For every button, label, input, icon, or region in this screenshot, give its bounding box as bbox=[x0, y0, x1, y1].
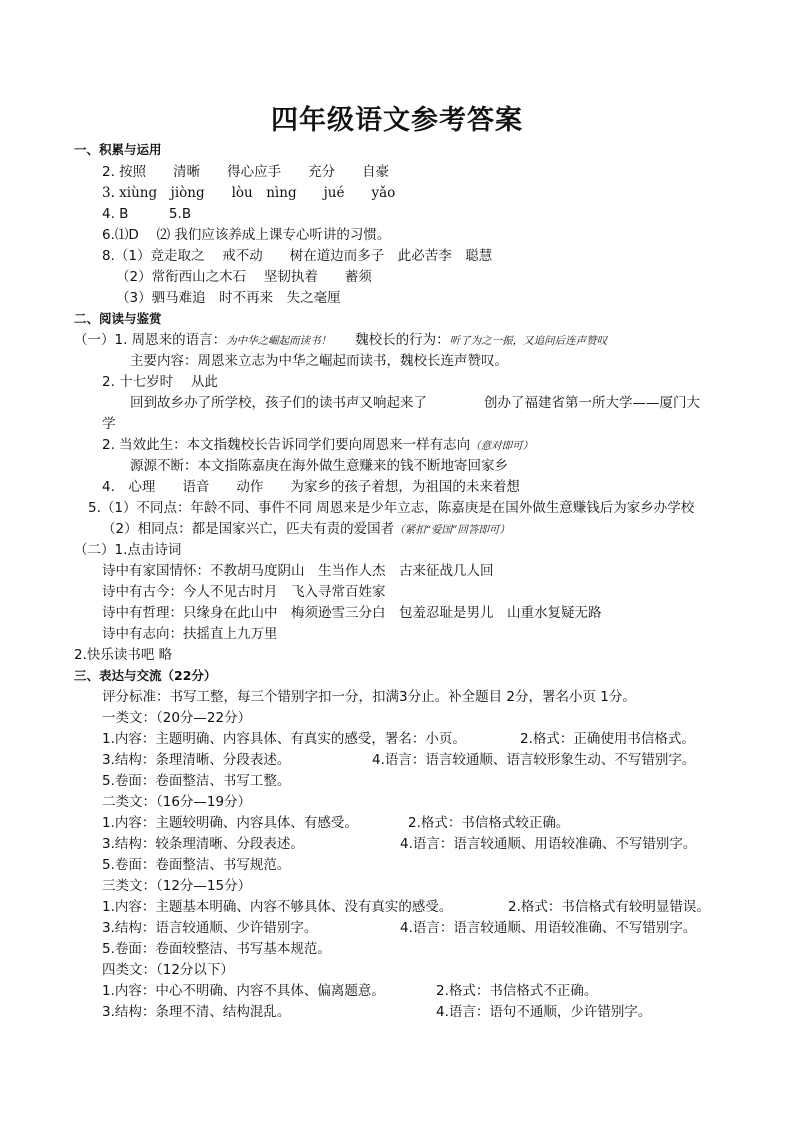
s2-1-behavior-handwritten: 听了为之一振，又追问后连声赞叹 bbox=[449, 335, 608, 347]
page-title: 四年级语文参考答案 bbox=[271, 105, 523, 136]
s2-answer-1-main: 主要内容：周恩来立志为中华之崛起而读书，魏校长连声赞叹。 bbox=[130, 353, 508, 369]
s2-3a-text: 2. 当效此生：本文指魏校长告诉同学们要向周恩来一样有志向 bbox=[102, 437, 471, 453]
s3-class-2-format: 2.格式：书信格式较正确。 bbox=[408, 815, 570, 831]
s3-class-4-structure: 3.结构：条理不清、结构混乱。 bbox=[102, 1004, 291, 1020]
s2-answer-1-language bbox=[74, 330, 607, 351]
s3-class-4-content: 1.内容：中心不明确、内容不具体、偏离题意。 bbox=[102, 983, 385, 999]
s3-class-1-format: 2.格式：正确使用书信格式。 bbox=[520, 731, 695, 747]
s2-answer-3a bbox=[102, 435, 533, 456]
s2-1-behavior-label: 魏校长的行为： bbox=[355, 332, 450, 348]
s2-answer-2a: 2. 十七岁时 从此 bbox=[102, 374, 218, 390]
s2-5-2-text: （2）相同点：都是国家兴亡，匹夫有责的爱国者 bbox=[102, 521, 395, 537]
s3-class-2-language: 4.语言：语言较通顺、用语较准确、不写错别字。 bbox=[400, 836, 697, 852]
s2-answer-3b: 源源不断：本文指陈嘉庚在海外做生意赚来的钱不断地寄回家乡 bbox=[130, 458, 508, 474]
s3-class-3-neatness: 5.卷面：卷面较整洁、书写基本规范。 bbox=[102, 941, 331, 957]
s2-answer-4: 4. 心理 语音 动作 为家乡的孩子着想，为祖国的未来着想 bbox=[102, 479, 520, 495]
s2-poem-line-4: 诗中有志向：扶摇直上九万里 bbox=[102, 626, 278, 642]
s2-poem-line-2: 诗中有古今：今人不见古时月 飞入寻常百姓家 bbox=[102, 584, 386, 600]
s2-part-2-heading: （二）1.点击诗词 bbox=[74, 542, 182, 558]
section-2-heading: 二、阅读与鉴赏 bbox=[74, 311, 162, 326]
s2-poem-line-3: 诗中有哲理：只缘身在此山中 梅须逊雪三分白 包羞忍耻是男儿 山重水复疑无路 bbox=[102, 605, 602, 621]
s3-class-2-content: 1.内容：主题较明确、内容具体、有感受。 bbox=[102, 815, 358, 831]
s3-class-3-language: 4.语言：语言较通顺、用语较准确、不写错别字。 bbox=[400, 920, 697, 936]
s2-5-2-handwritten: （紧扣“爱国”回答即可） bbox=[394, 524, 510, 536]
s3-class-1-content: 1.内容：主题明确、内容具体、有真实的感受，署名：小页。 bbox=[102, 731, 466, 747]
section-1-heading: 一、积累与运用 bbox=[74, 142, 162, 157]
s3-class-1-neatness: 5.卷面：卷面整洁、书写工整。 bbox=[102, 773, 291, 789]
s1-answer-3: 3. xiùng jiòng lòu nìng jué yǎo bbox=[102, 185, 396, 201]
s2-answer-2d: 学 bbox=[102, 416, 116, 432]
s3-class-2-structure: 3.结构：较条理清晰、分段表述。 bbox=[102, 836, 304, 852]
s2-happy-reading: 2.快乐读书吧 略 bbox=[74, 647, 173, 663]
s3-class-4-language: 4.语言：语句不通顺，少许错别字。 bbox=[436, 1004, 652, 1020]
s3-class-3-structure: 3.结构：语言较通顺、少许错别字。 bbox=[102, 920, 318, 936]
s1-answer-2: 2. 按照 清晰 得心应手 充分 自豪 bbox=[102, 164, 390, 180]
s3-class-1-heading: 一类文：（20分—22分） bbox=[102, 710, 252, 726]
s3-class-3-content: 1.内容：主题基本明确、内容不够具体、没有真实的感受。 bbox=[102, 899, 453, 915]
s3-class-4-heading: 四类文：（12分以下） bbox=[102, 962, 234, 978]
s3-class-3-format: 2.格式：书信格式有较明显错误。 bbox=[508, 899, 710, 915]
s3-class-3-heading: 三类文：（12分—15分） bbox=[102, 878, 252, 894]
s1-answer-8-2: （2）常衔西山之木石 坚韧执着 蓄须 bbox=[116, 269, 372, 285]
s3-criteria: 评分标准：书写工整，每三个错别字扣一分，扣满3分止。补全题目 2分，署名小页 1分。 bbox=[102, 689, 636, 705]
s2-1-language-label: （一）1. 周恩来的语言： bbox=[74, 332, 227, 348]
s3-class-1-structure: 3.结构：条理清晰、分段表述。 bbox=[102, 752, 291, 768]
s2-poem-line-1: 诗中有家国情怀：不教胡马度阴山 生当作人杰 古来征战几人回 bbox=[102, 563, 494, 579]
section-3-heading: 三、表达与交流（22分） bbox=[74, 668, 217, 683]
s2-answer-2b: 回到故乡办了所学校，孩子们的读书声又响起来了 bbox=[130, 395, 427, 411]
s2-3a-handwritten: （意对即可） bbox=[470, 440, 534, 452]
s2-answer-5-1: 5.（1）不同点：年龄不同、事件不同 周恩来是少年立志，陈嘉庚是在国外做生意赚钱后为家乡办学校 bbox=[88, 500, 695, 516]
s1-answer-8-1: 8.（1）竞走取之 戒不动 树在道边而多子 此必苦李 聪慧 bbox=[102, 248, 493, 264]
s1-answer-4-5: 4. B 5.B bbox=[102, 206, 192, 222]
s2-1-language-handwritten: 为中华之崛起而读书！ bbox=[226, 335, 332, 347]
s2-answer-5-2 bbox=[102, 519, 510, 540]
s3-class-4-format: 2.格式：书信格式不正确。 bbox=[436, 983, 598, 999]
s1-answer-6: 6.⑴D ⑵ 我们应该养成上课专心听讲的习惯。 bbox=[102, 227, 391, 243]
s3-class-2-heading: 二类文：（16分—19分） bbox=[102, 794, 252, 810]
s3-class-2-neatness: 5.卷面：卷面整洁、书写规范。 bbox=[102, 857, 291, 873]
s2-answer-2c: 创办了福建省第一所大学——厦门大 bbox=[484, 395, 700, 411]
s3-class-1-language: 4.语言：语言较通顺、语言较形象生动、不写错别字。 bbox=[372, 752, 696, 768]
s1-answer-8-3: （3）驷马难追 时不再来 失之毫厘 bbox=[116, 290, 341, 306]
